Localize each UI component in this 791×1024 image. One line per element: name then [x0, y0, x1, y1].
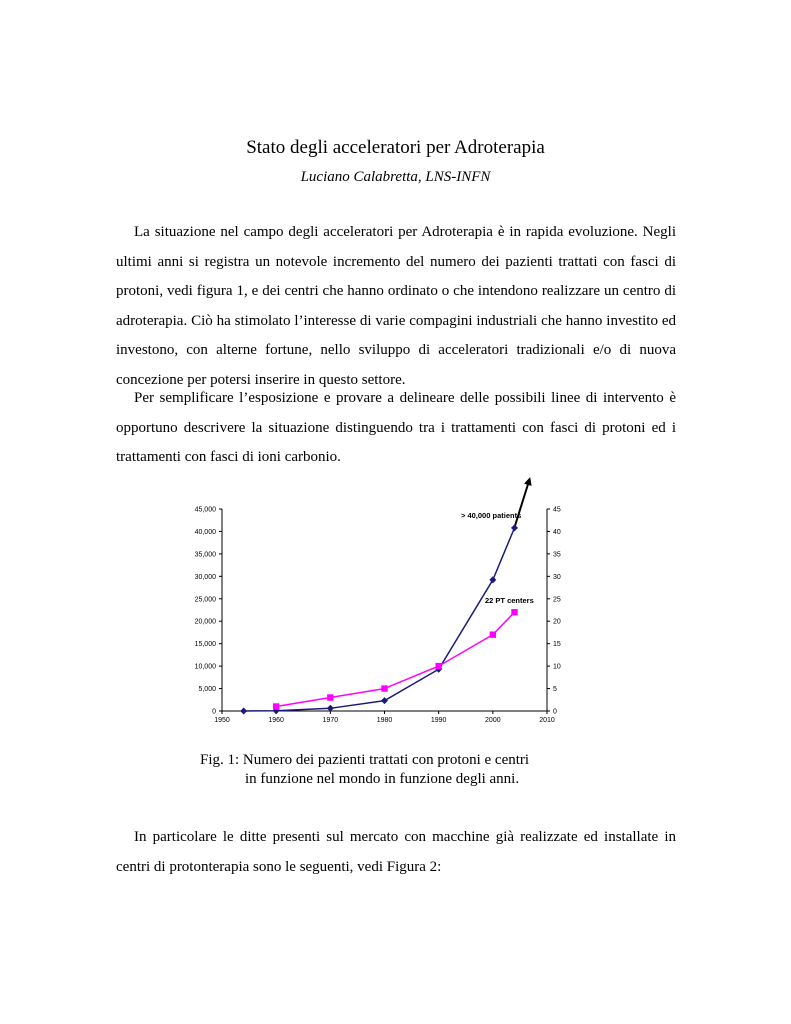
y-tick-label-left: 5,000 — [198, 686, 216, 694]
x-tick-label: 1980 — [376, 717, 393, 724]
data-point-1 — [511, 524, 518, 531]
y-tick-label-right: 10 — [553, 663, 561, 671]
data-point-2 — [273, 703, 279, 709]
x-tick-label: 2010 — [539, 717, 555, 724]
data-point-2 — [327, 694, 333, 700]
data-point-1 — [240, 708, 247, 715]
paragraph-exposition: Per semplificare l’esposizione e provare a delineare delle possibili linee di intervento è opportuno descrivere la situazione distinguendo tra i trattamenti con fasci di protoni ed i trattamenti con fasci di ioni carbonio. — [116, 390, 676, 465]
y-tick-label-right: 15 — [553, 641, 561, 649]
data-point-2 — [381, 685, 387, 691]
y-tick-label-right: 35 — [553, 551, 561, 559]
trend-arrow — [514, 481, 529, 529]
y-tick-label-left: 15,000 — [194, 641, 216, 649]
data-point-2 — [435, 663, 441, 669]
figure-1-chart — [190, 474, 580, 724]
paragraph-intro: La situazione nel campo degli acceleratori per Adroterapia è in rapida evoluzione. Negli ultimi anni si registra un notevole incremento del numero dei pazienti trattati con fasci di protoni, vedi figura 1, e dei centri che hanno ordinato o che intendono realizzare un centro di adroterapia. Ciò ha stimolato l’interesse di varie compagini industriali che hanno investito ed investono, con alterne fortune, nello sviluppo di acceleratori tradizionali e/o di nuova concezione per potersi inserire in questo settore. — [116, 224, 676, 388]
y-tick-label-left: 40,000 — [194, 528, 216, 536]
annotation-centers: 22 PT centers — [485, 596, 534, 605]
annotation-patients: > 40,000 patients — [461, 511, 522, 520]
x-tick-label: 1990 — [430, 717, 447, 724]
y-tick-label-right: 25 — [553, 596, 561, 604]
document-title: Stato degli acceleratori per Adroterapia — [246, 137, 545, 158]
x-tick-label: 1950 — [214, 717, 230, 724]
y-tick-label-right: 0 — [553, 708, 557, 716]
y-tick-label-left: 0 — [212, 708, 216, 716]
y-tick-label-left: 25,000 — [194, 596, 216, 604]
x-tick-label: 2000 — [485, 717, 501, 724]
data-point-2 — [490, 631, 496, 637]
series-line-2 — [276, 612, 514, 706]
x-tick-label: 1970 — [322, 717, 339, 724]
caption-line-1: Fig. 1: Numero dei pazienti trattati con protoni e centri — [200, 752, 530, 768]
data-point-2 — [511, 609, 517, 615]
caption-line-2: in funzione nel mondo in funzione degli anni. — [245, 771, 520, 787]
y-tick-label-left: 20,000 — [194, 618, 216, 626]
data-point-1 — [381, 697, 388, 704]
y-tick-label-right: 5 — [553, 686, 557, 694]
data-point-1 — [489, 576, 496, 583]
y-tick-label-right: 30 — [553, 573, 561, 581]
y-tick-label-left: 45,000 — [194, 506, 216, 514]
y-tick-label-left: 10,000 — [194, 663, 216, 671]
y-tick-label-left: 30,000 — [194, 573, 216, 581]
figure-caption — [200, 751, 529, 789]
y-tick-label-left: 35,000 — [194, 551, 216, 559]
x-tick-label: 1960 — [268, 717, 284, 724]
y-tick-label-right: 40 — [553, 528, 561, 536]
document-author: Luciano Calabretta, LNS-INFN — [300, 169, 491, 185]
y-tick-label-right: 20 — [553, 618, 561, 626]
paragraph-companies: In particolare le ditte presenti sul mercato con macchine già realizzate ed installate in centri di protonterapia sono le seguenti, vedi Figura 2: — [116, 829, 676, 875]
series-line-1 — [244, 528, 515, 711]
y-tick-label-right: 45 — [553, 506, 561, 514]
